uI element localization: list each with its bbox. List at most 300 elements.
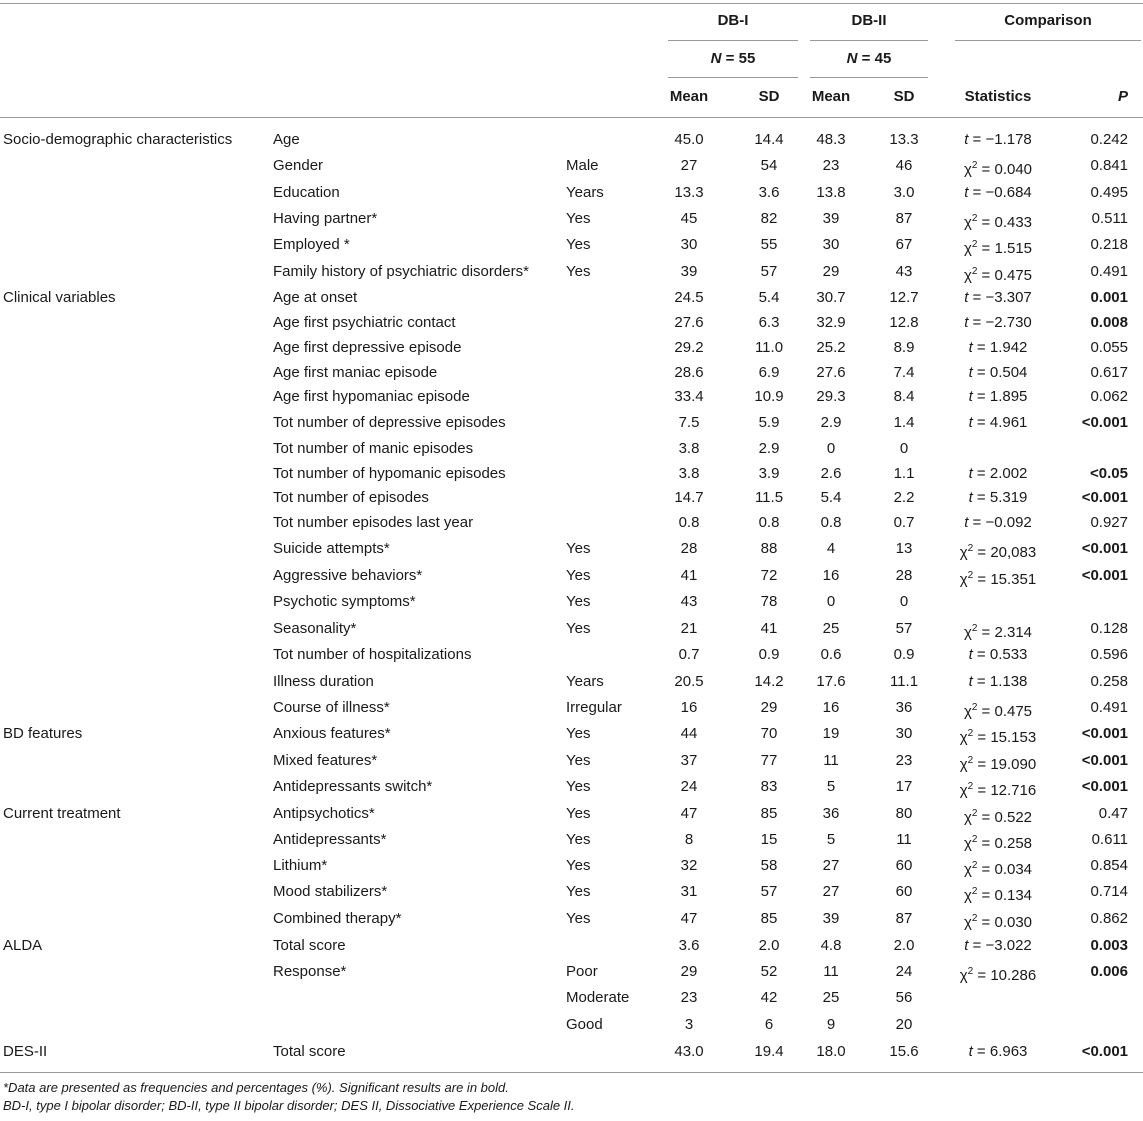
variable-cell: Tot number of depressive episodes <box>273 414 506 431</box>
category-cell: Yes <box>566 263 591 280</box>
p-value-cell: 0.062 <box>1090 388 1128 405</box>
bd1-mean-cell: 29.2 <box>674 339 704 356</box>
table-row <box>0 643 1143 667</box>
section-cell: Clinical variables <box>3 289 116 306</box>
category-cell: Yes <box>566 725 591 742</box>
bd1-mean-cell: 24 <box>680 778 698 795</box>
p-value-cell: 0.006 <box>1090 963 1128 980</box>
variable-cell: Tot number of hospitalizations <box>273 646 472 663</box>
bd1-sd-cell: 5.4 <box>758 289 780 306</box>
variable-cell: Antipsychotics* <box>273 805 375 822</box>
category-cell: Yes <box>566 778 591 795</box>
statistic-cell: $\chi^2 = 1.515$ <box>963 239 1033 257</box>
bd2-sd-cell: 24 <box>895 963 913 980</box>
table-row <box>0 233 1143 257</box>
bd2-mean-cell: 5 <box>826 778 836 795</box>
bd1-mean-cell: 24.5 <box>674 289 704 306</box>
bd2-sd-cell: 12.7 <box>889 289 919 306</box>
table-top-rule <box>0 3 1143 4</box>
bd2-mean-cell: 19 <box>822 725 840 742</box>
bd2-mean-cell: 5 <box>826 831 836 848</box>
bd2-sd-cell: 23 <box>895 752 913 769</box>
bd2-sd-cell: 80 <box>895 805 913 822</box>
p-value-cell: <0.001 <box>1081 567 1128 584</box>
statistic-cell: $\chi^2 = 0.522$ <box>963 808 1033 826</box>
bd1-sd-cell: 42 <box>760 989 778 1006</box>
bd1-mean-cell: 44 <box>680 725 698 742</box>
bd2-mean-cell: 29.3 <box>816 388 846 405</box>
bd1-sd-cell: 85 <box>760 805 778 822</box>
group1-rule <box>668 40 798 41</box>
table-row <box>0 696 1143 720</box>
statistic-cell: t = −1.178 <box>964 131 1032 148</box>
variable-cell: Age at onset <box>273 289 358 306</box>
p-header: P <box>1117 88 1128 105</box>
bd2-mean-cell: 36 <box>822 805 840 822</box>
variable-cell: Seasonality* <box>273 620 357 637</box>
statistic-cell: t = 1.895 <box>968 388 1028 405</box>
bd1-mean-cell: 13.3 <box>674 184 704 201</box>
bd1-sd-cell: 78 <box>760 593 778 610</box>
p-value-cell: 0.055 <box>1090 339 1128 356</box>
table-row <box>0 260 1143 284</box>
bd2-mean-cell: 0 <box>826 593 836 610</box>
bd2-sd-cell: 0.9 <box>893 646 915 663</box>
bd2-mean-cell: 17.6 <box>816 673 846 690</box>
p-value-cell: 0.854 <box>1090 857 1128 874</box>
bd2-mean-cell: 25 <box>822 989 840 1006</box>
bd2-sd-cell: 15.6 <box>889 1043 919 1060</box>
statistic-cell: $\chi^2 = 0.475$ <box>963 266 1033 284</box>
p-value-cell: <0.001 <box>1081 414 1128 431</box>
header-bottom-rule <box>0 117 1143 118</box>
bd2-sd-cell: 87 <box>895 210 913 227</box>
bd2-mean-cell: 29 <box>822 263 840 280</box>
bd1-sd-cell: 6.9 <box>758 364 780 381</box>
p-value-cell: 0.714 <box>1090 883 1128 900</box>
category-cell: Male <box>566 157 599 174</box>
variable-cell: Age <box>273 131 300 148</box>
statistic-cell: t = −2.730 <box>964 314 1032 331</box>
bd1-sd-cell: 2.0 <box>758 937 780 954</box>
bd1-sd-cell: 0.8 <box>758 514 780 531</box>
bd2-sd-cell: 36 <box>895 699 913 716</box>
table-row <box>0 564 1143 588</box>
variable-cell: Mixed features* <box>273 752 378 769</box>
bd1-sd-cell: 88 <box>760 540 778 557</box>
bd2-sd-cell: 60 <box>895 883 913 900</box>
bd2-sd-cell: 87 <box>895 910 913 927</box>
bd2-mean-cell: 39 <box>822 910 840 927</box>
bd1-mean-cell: 3.6 <box>678 937 700 954</box>
bd2-mean-cell: 4 <box>826 540 836 557</box>
bd1-sd-cell: 6 <box>764 1016 774 1033</box>
bd1-mean-cell: 20.5 <box>674 673 704 690</box>
bd2-mean-cell: 0.8 <box>820 514 842 531</box>
bd1-mean-cell: 3.8 <box>678 465 700 482</box>
p-value-cell: <0.001 <box>1081 778 1128 795</box>
variable-cell: Tot number of episodes <box>273 489 429 506</box>
bd2-mean-cell: 32.9 <box>816 314 846 331</box>
bd2-sd-cell: 1.1 <box>893 465 915 482</box>
statistic-cell: $\chi^2 = 0.475$ <box>963 702 1033 720</box>
bd1-mean-cell: 28.6 <box>674 364 704 381</box>
bd2-mean-cell: 27 <box>822 883 840 900</box>
bd2-sd-cell: 7.4 <box>893 364 915 381</box>
table-row <box>0 486 1143 510</box>
bd1-mean-cell: 32 <box>680 857 698 874</box>
bd2-mean-cell: 27.6 <box>816 364 846 381</box>
bd1-sd-cell: 5.9 <box>758 414 780 431</box>
p-value-cell: 0.47 <box>1098 805 1128 822</box>
group1-n-rule <box>668 77 798 78</box>
table-row <box>0 907 1143 931</box>
bd2-mean-cell: 16 <box>822 567 840 584</box>
bd2-sd-cell: 56 <box>895 989 913 1006</box>
variable-cell: Response* <box>273 963 347 980</box>
group2-n-rule <box>810 77 928 78</box>
mean-header-2: Mean <box>811 88 851 105</box>
category-cell: Yes <box>566 593 591 610</box>
bd2-sd-cell: 11.1 <box>889 673 919 690</box>
bd2-mean-cell: 39 <box>822 210 840 227</box>
variable-cell: Antidepressants* <box>273 831 387 848</box>
bd2-mean-cell: 9 <box>826 1016 836 1033</box>
bd1-mean-cell: 43 <box>680 593 698 610</box>
statistic-cell: t = −3.307 <box>964 289 1032 306</box>
p-value-cell: 0.128 <box>1090 620 1128 637</box>
variable-cell: Course of illness* <box>273 699 390 716</box>
bd2-sd-cell: 0.7 <box>893 514 915 531</box>
variable-cell: Tot number of manic episodes <box>273 440 474 457</box>
bd1-mean-cell: 37 <box>680 752 698 769</box>
table-row <box>0 960 1143 984</box>
statistic-cell: $\chi^2 = 15.153$ <box>959 728 1037 746</box>
bd1-mean-cell: 31 <box>680 883 698 900</box>
bd1-mean-cell: 27.6 <box>674 314 704 331</box>
category-cell: Yes <box>566 210 591 227</box>
variable-cell: Having partner* <box>273 210 378 227</box>
category-cell: Yes <box>566 567 591 584</box>
bd2-mean-cell: 4.8 <box>820 937 842 954</box>
table-row <box>0 154 1143 178</box>
bd1-mean-cell: 30 <box>680 236 698 253</box>
bd1-sd-cell: 70 <box>760 725 778 742</box>
variable-cell: Employed * <box>273 236 350 253</box>
bd1-sd-cell: 14.2 <box>754 673 784 690</box>
p-value-cell: 0.218 <box>1090 236 1128 253</box>
bd1-sd-cell: 2.9 <box>758 440 780 457</box>
p-value-cell: <0.05 <box>1090 465 1128 482</box>
statistic-cell: t = 2.002 <box>968 465 1028 482</box>
bd1-mean-cell: 29 <box>680 963 698 980</box>
bd2-mean-cell: 27 <box>822 857 840 874</box>
bd1-sd-cell: 72 <box>760 567 778 584</box>
bd1-mean-cell: 33.4 <box>674 388 704 405</box>
table-row <box>0 181 1143 205</box>
variable-cell: Antidepressants switch* <box>273 778 433 795</box>
statistic-cell: t = 1.138 <box>968 673 1028 690</box>
p-value-cell: 0.611 <box>1091 831 1128 848</box>
p-value-cell: 0.511 <box>1091 210 1128 227</box>
bd2-mean-cell: 13.8 <box>816 184 846 201</box>
category-cell: Poor <box>566 963 598 980</box>
statistic-cell: $\chi^2 = 0.034$ <box>963 860 1033 878</box>
footnote-abbreviations: BD-I, type I bipolar disorder; BD-II, type II bipolar disorder; DES II, Dissociative Experience Scale II. <box>3 1098 575 1113</box>
variable-cell: Suicide attempts* <box>273 540 390 557</box>
section-cell: BD features <box>3 725 83 742</box>
table-row <box>0 880 1143 904</box>
bd1-sd-cell: 85 <box>760 910 778 927</box>
footnote-data-format: *Data are presented as frequencies and percentages (%). Significant results are in bold. <box>3 1080 509 1095</box>
bd1-mean-cell: 21 <box>680 620 698 637</box>
table-row <box>0 590 1143 614</box>
p-value-cell: 0.862 <box>1090 910 1128 927</box>
table-row <box>0 828 1143 852</box>
bd2-sd-cell: 43 <box>895 263 913 280</box>
p-value-cell: 0.617 <box>1090 364 1128 381</box>
bd2-sd-cell: 13.3 <box>889 131 919 148</box>
table-row <box>0 617 1143 641</box>
p-value-cell: 0.001 <box>1090 289 1128 306</box>
table-row <box>0 775 1143 799</box>
table-row <box>0 537 1143 561</box>
bd2-mean-cell: 25.2 <box>816 339 846 356</box>
bd2-mean-cell: 30 <box>822 236 840 253</box>
p-value-cell: 0.258 <box>1090 673 1128 690</box>
category-cell: Yes <box>566 910 591 927</box>
bd1-sd-cell: 3.9 <box>758 465 780 482</box>
bd1-sd-cell: 10.9 <box>754 388 784 405</box>
bd2-sd-cell: 11 <box>896 831 912 848</box>
bd1-sd-cell: 54 <box>760 157 778 174</box>
variable-cell: Total score <box>273 1043 346 1060</box>
bd2-sd-cell: 2.0 <box>893 937 915 954</box>
bd1-mean-cell: 45.0 <box>674 131 704 148</box>
table-bottom-rule <box>0 1072 1143 1073</box>
statistic-cell: t = 0.533 <box>968 646 1028 663</box>
p-value-cell: <0.001 <box>1081 489 1128 506</box>
variable-cell: Age first depressive episode <box>273 339 462 356</box>
statistic-cell: t = −0.092 <box>964 514 1032 531</box>
category-cell: Good <box>566 1016 603 1033</box>
bd2-mean-cell: 0.6 <box>820 646 842 663</box>
bd1-sd-cell: 52 <box>760 963 778 980</box>
bd1-mean-cell: 47 <box>680 805 698 822</box>
bd2-sd-cell: 0 <box>899 593 909 610</box>
statistic-cell: t = −0.684 <box>964 184 1032 201</box>
bd1-sd-cell: 77 <box>760 752 778 769</box>
bd2-sd-cell: 12.8 <box>889 314 919 331</box>
bd1-sd-cell: 41 <box>760 620 778 637</box>
sd-header-1: SD <box>758 88 780 105</box>
bd1-sd-cell: 11.5 <box>754 489 784 506</box>
statistic-cell: $\chi^2 = 19.090$ <box>959 755 1037 773</box>
statistic-cell: t = 0.504 <box>968 364 1028 381</box>
table-row <box>0 986 1143 1010</box>
bd2-mean-cell: 5.4 <box>820 489 842 506</box>
p-value-cell: <0.001 <box>1081 752 1128 769</box>
statistic-cell: $\chi^2 = 15.351$ <box>959 570 1037 588</box>
table-row <box>0 411 1143 435</box>
bd2-sd-cell: 3.0 <box>893 184 915 201</box>
variable-cell: Anxious features* <box>273 725 391 742</box>
bd2-sd-cell: 20 <box>895 1016 913 1033</box>
table-row <box>0 670 1143 694</box>
p-value-cell: 0.841 <box>1090 157 1128 174</box>
bd1-sd-cell: 82 <box>760 210 778 227</box>
table-row <box>0 361 1143 385</box>
bd1-sd-cell: 29 <box>760 699 778 716</box>
bd1-mean-cell: 14.7 <box>674 489 704 506</box>
section-cell: Current treatment <box>3 805 121 822</box>
bd1-mean-cell: 43.0 <box>674 1043 704 1060</box>
variable-cell: Mood stabilizers* <box>273 883 388 900</box>
bd2-mean-cell: 11 <box>823 752 839 769</box>
statistic-cell: $\chi^2 = 0.040$ <box>963 160 1033 178</box>
bd2-sd-cell: 67 <box>895 236 913 253</box>
group1-header: DB-I <box>717 12 749 29</box>
table-row <box>0 437 1143 461</box>
bd2-mean-cell: 0 <box>826 440 836 457</box>
category-cell: Years <box>566 673 604 690</box>
statistic-cell: $\chi^2 = 0.433$ <box>963 213 1033 231</box>
p-value-cell: <0.001 <box>1081 1043 1128 1060</box>
category-cell: Yes <box>566 831 591 848</box>
mean-header-1: Mean <box>669 88 709 105</box>
bd1-sd-cell: 83 <box>760 778 778 795</box>
bd2-mean-cell: 18.0 <box>816 1043 846 1060</box>
bd1-sd-cell: 3.6 <box>758 184 780 201</box>
table-row <box>0 722 1143 746</box>
bd1-mean-cell: 3.8 <box>678 440 700 457</box>
section-cell: Socio-demographic characteristics <box>3 131 233 148</box>
variable-cell: Age first hypomaniac episode <box>273 388 470 405</box>
bd2-sd-cell: 8.4 <box>893 388 915 405</box>
bd1-sd-cell: 19.4 <box>754 1043 784 1060</box>
category-cell: Yes <box>566 752 591 769</box>
statistic-cell: t = 1.942 <box>968 339 1028 356</box>
category-cell: Irregular <box>566 699 622 716</box>
statistic-cell: $\chi^2 = 2.314$ <box>963 623 1033 641</box>
bd1-mean-cell: 39 <box>680 263 698 280</box>
variable-cell: Family history of psychiatric disorders* <box>273 263 529 280</box>
p-value-cell: 0.242 <box>1090 131 1128 148</box>
category-cell: Yes <box>566 236 591 253</box>
variable-cell: Gender <box>273 157 324 174</box>
category-cell: Yes <box>566 540 591 557</box>
table-row <box>0 462 1143 486</box>
group1-n: N = 55 <box>710 50 756 67</box>
p-value-cell: 0.596 <box>1090 646 1128 663</box>
comparison-header: Comparison <box>1004 12 1092 29</box>
bd1-mean-cell: 47 <box>680 910 698 927</box>
bd2-mean-cell: 2.9 <box>820 414 842 431</box>
variable-cell: Combined therapy* <box>273 910 402 927</box>
group2-rule <box>810 40 928 41</box>
bd2-mean-cell: 48.3 <box>816 131 846 148</box>
table-row <box>0 1040 1143 1064</box>
bd2-sd-cell: 60 <box>895 857 913 874</box>
p-value-cell: <0.001 <box>1081 540 1128 557</box>
bd1-mean-cell: 16 <box>680 699 698 716</box>
group2-header: DB-II <box>851 12 887 29</box>
p-value-cell: 0.003 <box>1090 937 1128 954</box>
variable-cell: Aggressive behaviors* <box>273 567 423 584</box>
bd2-sd-cell: 2.2 <box>893 489 915 506</box>
statistic-cell: $\chi^2 = 10.286$ <box>959 966 1037 984</box>
category-cell: Yes <box>566 883 591 900</box>
section-cell: DES-II <box>3 1043 48 1060</box>
p-value-cell: <0.001 <box>1081 725 1128 742</box>
category-cell: Moderate <box>566 989 630 1006</box>
variable-cell: Lithium* <box>273 857 328 874</box>
bd1-mean-cell: 0.7 <box>678 646 700 663</box>
table-row <box>0 311 1143 335</box>
statistic-cell: $\chi^2 = 0.134$ <box>963 886 1033 904</box>
bd1-sd-cell: 57 <box>760 883 778 900</box>
p-value-cell: 0.491 <box>1090 699 1128 716</box>
bd2-mean-cell: 23 <box>822 157 840 174</box>
table-row <box>0 385 1143 409</box>
statistic-cell: $\chi^2 = 0.030$ <box>963 913 1033 931</box>
table-row <box>0 802 1143 826</box>
table-row <box>0 749 1143 773</box>
p-value-cell: 0.008 <box>1090 314 1128 331</box>
variable-cell: Tot number of hypomanic episodes <box>273 465 506 482</box>
statistic-cell: t = −3.022 <box>964 937 1032 954</box>
p-value-cell: 0.491 <box>1090 263 1128 280</box>
bd2-sd-cell: 0 <box>899 440 909 457</box>
p-value-cell: 0.495 <box>1090 184 1128 201</box>
comparison-rule <box>955 40 1141 41</box>
bd2-mean-cell: 25 <box>822 620 840 637</box>
table-row <box>0 854 1143 878</box>
table-row <box>0 934 1143 958</box>
bd1-mean-cell: 27 <box>680 157 698 174</box>
bd1-sd-cell: 55 <box>760 236 778 253</box>
bd1-mean-cell: 23 <box>680 989 698 1006</box>
table-row <box>0 336 1143 360</box>
statistic-cell: t = 4.961 <box>968 414 1028 431</box>
table-row <box>0 511 1143 535</box>
bd2-sd-cell: 28 <box>895 567 913 584</box>
statistics-header: Statistics <box>964 88 1032 105</box>
table-row <box>0 286 1143 310</box>
category-cell: Yes <box>566 620 591 637</box>
bd1-mean-cell: 7.5 <box>678 414 700 431</box>
section-cell: ALDA <box>3 937 43 954</box>
bd1-sd-cell: 57 <box>760 263 778 280</box>
bd2-mean-cell: 2.6 <box>820 465 842 482</box>
statistic-cell: $\chi^2 = 20,083$ <box>959 543 1037 561</box>
bd2-sd-cell: 17 <box>895 778 913 795</box>
category-cell: Yes <box>566 805 591 822</box>
variable-cell: Age first maniac episode <box>273 364 438 381</box>
table-row <box>0 207 1143 231</box>
bd1-sd-cell: 0.9 <box>758 646 780 663</box>
bd1-mean-cell: 0.8 <box>678 514 700 531</box>
bd1-sd-cell: 11.0 <box>754 339 784 356</box>
bd1-mean-cell: 8 <box>684 831 694 848</box>
p-value-cell: 0.927 <box>1090 514 1128 531</box>
bd1-mean-cell: 41 <box>680 567 698 584</box>
table-row <box>0 128 1143 152</box>
bd1-mean-cell: 28 <box>680 540 698 557</box>
bd1-mean-cell: 45 <box>680 210 698 227</box>
variable-cell: Age first psychiatric contact <box>273 314 456 331</box>
variable-cell: Illness duration <box>273 673 374 690</box>
